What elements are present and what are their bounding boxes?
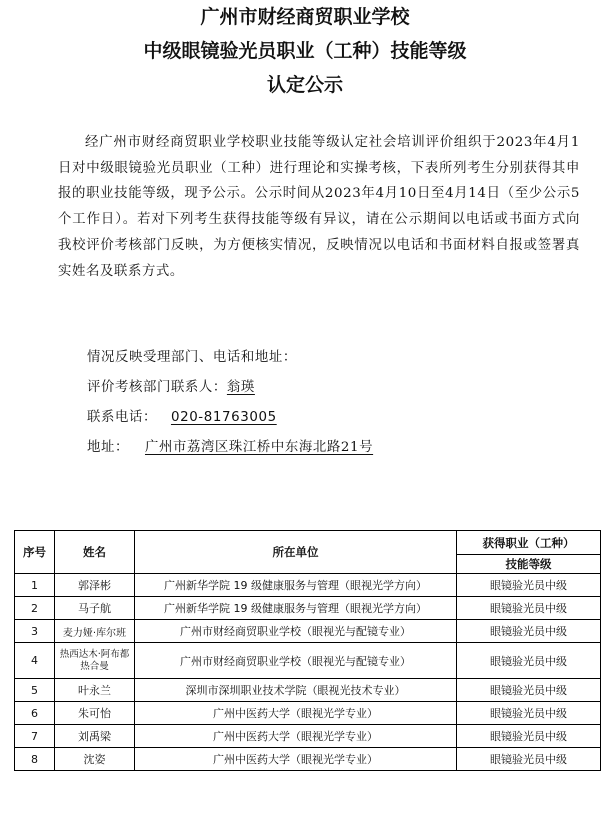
phone-line bbox=[87, 406, 301, 425]
announcement-paragraph: 经广州市财经商贸职业学校职业技能等级认定社会培训评价组织于2023年4月1日对中级眼镜验光员职业（工种）进行理论和实操考核，下表所列考生分别获得其申报的职业技能等级，现予公示。公示时间从2023年4月10日至4月14日（至少公示5个工作日）。若对下列考生获得技能等级有异议，请在公示期间以电话或书面方式向我校评价考核部门反映，为方便核实情况，反映情况以电话和书面材料自报或签署真实姓名及联系方式。 bbox=[58, 135, 580, 279]
table-row bbox=[15, 679, 601, 702]
cell-seq: 5 bbox=[15, 679, 55, 702]
cell-level: 眼镜验光员中级 bbox=[457, 597, 601, 620]
address-label: 地址： bbox=[87, 440, 129, 455]
table-row bbox=[15, 597, 601, 620]
cell-name: 沈姿 bbox=[55, 748, 135, 771]
cell-name: 叶永兰 bbox=[55, 679, 135, 702]
header-name: 姓名 bbox=[55, 531, 135, 574]
header-seq: 序号 bbox=[15, 531, 55, 574]
cell-level: 眼镜验光员中级 bbox=[457, 725, 601, 748]
table-row bbox=[15, 725, 601, 748]
cell-name: 麦力娅·库尔班 bbox=[55, 620, 135, 643]
cell-name: 郭泽彬 bbox=[55, 574, 135, 597]
title-line-1: 广州市财经商贸职业学校 bbox=[200, 6, 410, 28]
cell-unit: 广州新华学院 19 级健康服务与管理（眼视光学方向） bbox=[135, 574, 457, 597]
cell-seq: 6 bbox=[15, 702, 55, 725]
table-row bbox=[15, 620, 601, 643]
contact-heading: 情况反映受理部门、电话和地址： bbox=[87, 350, 297, 365]
table-row bbox=[15, 702, 601, 725]
table-row bbox=[15, 643, 601, 679]
cell-level: 眼镜验光员中级 bbox=[457, 643, 601, 679]
cell-unit: 广州中医药大学（眼视光学专业） bbox=[135, 748, 457, 771]
cell-unit: 广州新华学院 19 级健康服务与管理（眼视光学方向） bbox=[135, 597, 457, 620]
cell-unit: 广州中医药大学（眼视光学专业） bbox=[135, 702, 457, 725]
contact-person-line bbox=[87, 376, 255, 395]
cell-level: 眼镜验光员中级 bbox=[457, 702, 601, 725]
cell-seq: 7 bbox=[15, 725, 55, 748]
cell-unit: 广州市财经商贸职业学校（眼视光与配镜专业） bbox=[135, 643, 457, 679]
address-line bbox=[87, 436, 379, 455]
header-occupation: 获得职业（工种） bbox=[457, 531, 601, 555]
address-text: 广州市荔湾区珠江桥中东海北路21号 bbox=[144, 440, 374, 455]
cell-seq: 3 bbox=[15, 620, 55, 643]
cell-name: 马子航 bbox=[55, 597, 135, 620]
cell-seq: 4 bbox=[15, 643, 55, 679]
phone-number: 020-81763005 bbox=[170, 410, 277, 425]
title-line-2: 中级眼镜验光员职业（工种）技能等级 bbox=[143, 40, 467, 62]
header-level: 技能等级 bbox=[457, 555, 601, 574]
title-line-3: 认定公示 bbox=[266, 74, 343, 96]
contact-person-label: 评价考核部门联系人： bbox=[87, 380, 227, 395]
cell-level: 眼镜验光员中级 bbox=[457, 748, 601, 771]
cell-name: 刘禹梁 bbox=[55, 725, 135, 748]
cell-seq: 2 bbox=[15, 597, 55, 620]
contact-person-name: 翁瑛 bbox=[226, 380, 255, 395]
cell-level: 眼镜验光员中级 bbox=[457, 620, 601, 643]
cell-name: 朱可怡 bbox=[55, 702, 135, 725]
results-table bbox=[14, 530, 601, 771]
table-row bbox=[15, 574, 601, 597]
cell-seq: 8 bbox=[15, 748, 55, 771]
cell-level: 眼镜验光员中级 bbox=[457, 679, 601, 702]
table-row bbox=[15, 748, 601, 771]
cell-seq: 1 bbox=[15, 574, 55, 597]
cell-name: 热西达木·阿布都热合曼 bbox=[55, 643, 135, 679]
header-unit: 所在单位 bbox=[135, 531, 457, 574]
cell-unit: 广州市财经商贸职业学校（眼视光与配镜专业） bbox=[135, 620, 457, 643]
phone-label: 联系电话： bbox=[87, 410, 157, 425]
cell-unit: 深圳市深圳职业技术学院（眼视光技术专业） bbox=[135, 679, 457, 702]
cell-level: 眼镜验光员中级 bbox=[457, 574, 601, 597]
cell-unit: 广州中医药大学（眼视光学专业） bbox=[135, 725, 457, 748]
